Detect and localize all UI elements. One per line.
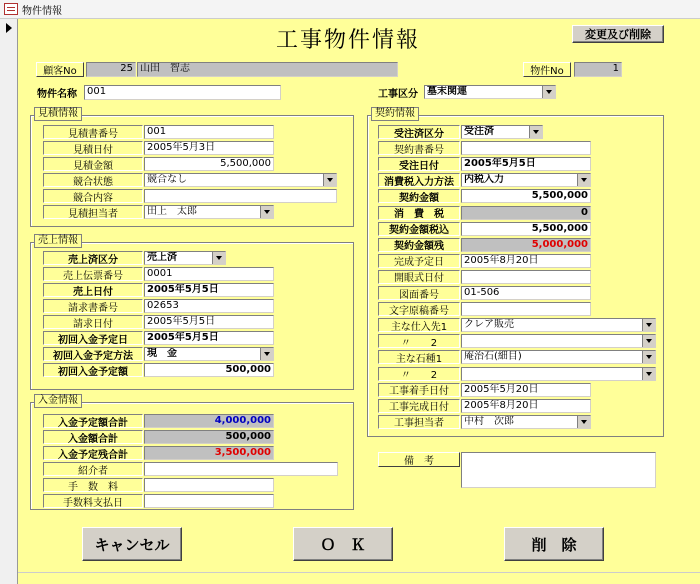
chevron-down-icon[interactable] (260, 348, 273, 360)
contract-value-16: 2005年5月20日 (464, 383, 539, 395)
contract-label-17: 工事完成日付 (378, 399, 460, 413)
contract-label-14: 主な石種1 (378, 350, 460, 364)
sales-label-2: 売上日付 (43, 283, 143, 297)
remarks-label: 備 考 (378, 452, 460, 467)
chevron-down-icon[interactable] (642, 319, 655, 331)
work-category-label: 工事区分 (373, 85, 423, 100)
estimate-label-2: 見積金額 (43, 157, 143, 171)
sales-field-0[interactable] (144, 251, 226, 265)
property-name-label: 物件名称 (32, 85, 82, 100)
estimate-group-title: 見積情報 (34, 107, 82, 121)
estimate-field-3[interactable] (144, 173, 337, 187)
window-titlebar (0, 0, 700, 19)
payment-value-0: 4,000,000 (214, 415, 271, 426)
chevron-down-icon[interactable] (642, 351, 655, 363)
payment-value-2: 3,500,000 (214, 447, 271, 458)
contract-group-title: 契約情報 (371, 107, 419, 121)
customer-no-field[interactable]: 25 (86, 62, 136, 77)
contract-label-3: 消費税入力方法 (378, 173, 460, 187)
chevron-down-icon[interactable] (542, 86, 555, 98)
estimate-field-0[interactable] (144, 125, 274, 139)
form-icon (4, 3, 18, 15)
estimate-label-5: 見積担当者 (43, 205, 143, 219)
contract-field-2[interactable] (461, 157, 591, 171)
contract-label-11: 文字原稿番号 (378, 302, 460, 316)
sales-field-5[interactable] (144, 331, 274, 345)
form-body (18, 19, 700, 572)
sales-value-2: 2005年5月5日 (147, 284, 219, 295)
contract-label-2: 受注日付 (378, 157, 460, 171)
sales-label-1: 売上伝票番号 (43, 267, 143, 281)
estimate-label-3: 競合状態 (43, 173, 143, 187)
chevron-down-icon[interactable] (212, 252, 225, 264)
contract-label-16: 工事着手日付 (378, 383, 460, 397)
status-bar (18, 572, 700, 584)
sales-value-1: 0001 (147, 268, 173, 279)
contract-field-10[interactable] (461, 286, 591, 300)
estimate-field-4[interactable] (144, 189, 337, 203)
remarks-field[interactable] (461, 452, 656, 488)
contract-label-6: 契約金額税込 (378, 222, 460, 236)
payment-field-4[interactable] (144, 478, 274, 492)
contract-label-13: 〃 2 (378, 334, 460, 348)
estimate-value-5: 田上 太郎 (147, 206, 197, 217)
contract-field-16[interactable] (461, 383, 591, 397)
chevron-down-icon[interactable] (577, 174, 590, 186)
contract-label-0: 受注済区分 (378, 125, 460, 139)
sales-group-title: 売上情報 (34, 234, 82, 248)
contract-field-12[interactable] (461, 318, 656, 332)
contract-value-14: 庵治石(細目) (464, 351, 522, 363)
sales-label-6: 初回入金予定方法 (43, 347, 143, 361)
sales-value-4: 2005年5月5日 (147, 316, 216, 327)
contract-field-3[interactable] (461, 173, 591, 187)
contract-label-15: 〃 2 (378, 367, 460, 381)
property-no-field[interactable]: 1 (574, 62, 622, 77)
cancel-button[interactable]: キャンセル (82, 527, 182, 561)
contract-label-12: 主な仕入先1 (378, 318, 460, 332)
estimate-field-2[interactable] (144, 157, 274, 171)
payment-field-2[interactable] (144, 446, 274, 460)
contract-field-0[interactable] (461, 125, 543, 139)
contract-value-17: 2005年8月20日 (464, 399, 539, 411)
contract-field-7[interactable] (461, 238, 591, 252)
payment-label-3: 紹介者 (43, 462, 143, 476)
contract-field-8[interactable] (461, 254, 591, 268)
payment-label-2: 入金予定残合計 (43, 446, 143, 460)
record-selector[interactable] (0, 19, 18, 584)
estimate-label-0: 見積書番号 (43, 125, 143, 139)
sales-field-6[interactable] (144, 347, 274, 361)
sales-value-5: 2005年5月5日 (147, 332, 219, 343)
payment-label-0: 入金予定額合計 (43, 414, 143, 428)
estimate-label-1: 見積日付 (43, 141, 143, 155)
page-title: 工事物件情報 (276, 28, 421, 53)
contract-value-12: クレア販売 (464, 319, 514, 331)
contract-field-11[interactable] (461, 302, 591, 316)
contract-field-18[interactable] (461, 415, 591, 429)
contract-value-4: 5,500,000 (531, 190, 588, 202)
chevron-down-icon[interactable] (260, 206, 273, 218)
sales-field-2[interactable] (144, 283, 274, 297)
estimate-value-0: 001 (147, 126, 167, 137)
contract-label-10: 図面番号 (378, 286, 460, 300)
payment-field-0[interactable] (144, 414, 274, 428)
sales-field-1[interactable] (144, 267, 274, 281)
delete-button[interactable]: 削 除 (504, 527, 604, 561)
chevron-down-icon[interactable] (642, 368, 655, 380)
sales-label-0: 売上済区分 (43, 251, 143, 265)
sales-label-5: 初回入金予定日 (43, 331, 143, 345)
contract-value-6: 5,500,000 (531, 222, 588, 234)
record-pointer-icon (6, 23, 12, 33)
contract-value-3: 内税入力 (464, 174, 504, 186)
sales-value-6: 現 金 (147, 348, 177, 359)
contract-value-7: 5,000,000 (531, 238, 588, 250)
estimate-value-1: 2005年5月3日 (147, 142, 216, 153)
payment-value-1: 500,000 (225, 431, 271, 442)
contract-label-8: 完成予定日 (378, 254, 460, 268)
sales-value-0: 売上済 (147, 252, 177, 263)
contract-label-7: 契約金額残 (378, 238, 460, 252)
contract-label-1: 契約書番号 (378, 141, 460, 155)
payment-group-title: 入金情報 (34, 394, 82, 408)
contract-field-15[interactable] (461, 367, 656, 381)
contract-label-4: 契約金額 (378, 189, 460, 203)
contract-field-9[interactable] (461, 270, 591, 284)
sales-field-3[interactable] (144, 299, 274, 313)
payment-field-5[interactable] (144, 494, 274, 508)
payment-label-4: 手 数 料 (43, 478, 143, 492)
chevron-down-icon[interactable] (323, 174, 336, 186)
contract-label-5: 消 費 税 (378, 206, 460, 220)
customer-no-label: 顧客No (36, 62, 84, 77)
customer-name-field[interactable]: 山田 智志 (137, 62, 398, 77)
estimate-field-5[interactable] (144, 205, 274, 219)
contract-field-17[interactable] (461, 399, 591, 413)
chevron-down-icon[interactable] (642, 335, 655, 347)
contract-value-10: 01-506 (464, 287, 500, 298)
contract-field-4[interactable] (461, 189, 591, 203)
chevron-down-icon[interactable] (577, 416, 590, 428)
sales-value-7: 500,000 (225, 364, 271, 375)
payment-label-1: 入金額合計 (43, 430, 143, 444)
property-name-field[interactable]: 001 (84, 85, 281, 100)
contract-value-2: 2005年5月5日 (464, 158, 536, 170)
sales-field-4[interactable] (144, 315, 274, 329)
contract-label-18: 工事担当者 (378, 415, 460, 429)
payment-field-1[interactable] (144, 430, 274, 444)
sales-value-3: 02653 (147, 300, 179, 311)
work-category-value: 墓末関連 (427, 86, 467, 97)
payment-label-5: 手数料支払日 (43, 494, 143, 508)
sales-label-3: 請求書番号 (43, 299, 143, 313)
work-category-combo[interactable] (424, 85, 556, 99)
contract-value-5: 0 (581, 206, 588, 218)
ok-button[interactable]: Ｏ Ｋ (293, 527, 393, 561)
contract-field-14[interactable] (461, 350, 656, 364)
change-delete-button[interactable]: 変更及び削除 (572, 25, 664, 43)
chevron-down-icon[interactable] (529, 126, 542, 138)
sales-field-7[interactable] (144, 363, 274, 377)
sales-label-7: 初回入金予定額 (43, 363, 143, 377)
payment-field-3[interactable] (144, 462, 338, 476)
estimate-field-1[interactable] (144, 141, 274, 155)
contract-value-18: 中村 次郎 (464, 415, 514, 427)
estimate-label-4: 競合内容 (43, 189, 143, 203)
contract-field-6[interactable] (461, 222, 591, 236)
sales-label-4: 請求日付 (43, 315, 143, 329)
property-no-label: 物件No (523, 62, 571, 77)
contract-field-1[interactable] (461, 141, 591, 155)
contract-field-5[interactable] (461, 206, 591, 220)
contract-value-0: 受注済 (464, 126, 494, 137)
estimate-value-3: 競合なし (147, 174, 187, 185)
contract-value-8: 2005年8月20日 (464, 254, 539, 266)
contract-label-9: 開眼式日付 (378, 270, 460, 284)
contract-field-13[interactable] (461, 334, 656, 348)
estimate-value-2: 5,500,000 (220, 158, 271, 169)
window-title: 物件情報 (22, 5, 62, 17)
